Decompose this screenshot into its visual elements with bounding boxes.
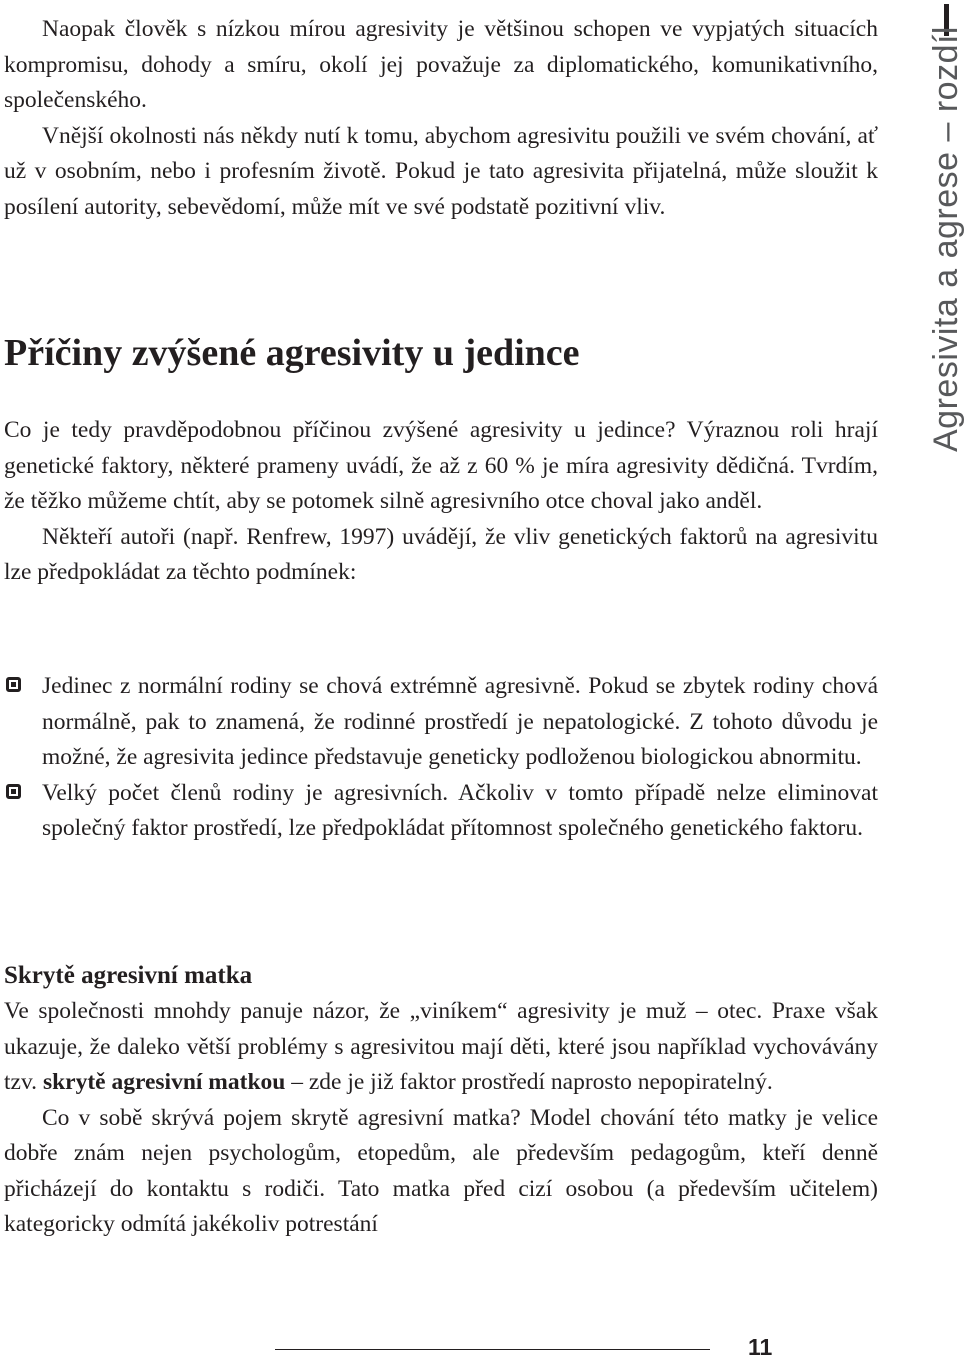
list-item	[4, 776, 878, 847]
emphasis-term: skrytě agresivní matkou	[42, 1069, 286, 1095]
section-heading-causes: Příčiny zvýšené agresivity u jedince	[4, 332, 580, 374]
section-mother-block	[4, 958, 878, 1243]
list-item	[4, 669, 878, 776]
footer-rule	[275, 1349, 710, 1350]
running-chapter-title: Agresivita a agrese – rozdíl	[927, 26, 965, 452]
causes-paragraph-1: Co je tedy pravděpodobnou příčinou zvýšené agresivity u jedince? Výraznou roli hrají genetické faktory, některé prameny uvádí, že až z 60 % je míra agresivity dědičná. Tvrdím, že těžko můžeme chtít, aby se potomek silně agresivního otce choval jako anděl.	[4, 417, 878, 514]
list-item-text: Jedinec z normální rodiny se chová extrémně agresivně. Pokud se zbytek rodiny chová normálně, pak to znamená, že rodinné prostředí je nepatologické. Z tohoto důvodu je možné, že agresivita jedince představuje geneticky podloženou biologickou abnormitu.	[42, 673, 878, 770]
section-causes-body	[4, 413, 878, 591]
chapter-side-tab	[903, 0, 965, 460]
intro-paragraph-2: Vnější okolnosti nás někdy nutí k tomu, abychom agresivitu použili ve svém chování, ať už v osobním, nebo i profesním životě. Pokud je tato agresivita přijatelná, může sloužit k posílení autority, sebevědomí, může mít ve své podstatě pozitivní vliv.	[4, 122, 878, 220]
list-item-text: Velký počet členů rodiny je agresivních. Ačkoliv v tomto případě nelze eliminovat společný faktor prostředí, lze předpokládat přítomnost společného genetického faktoru.	[42, 779, 878, 841]
causes-paragraph-2: Někteří autoři (např. Renfrew, 1997) uvádějí, že vliv genetických faktorů na agresivitu lze předpokládat za těchto podmínek:	[4, 523, 878, 585]
mother-paragraph-1-end: – zde je již faktor prostředí naprosto nepopiratelný.	[285, 1069, 773, 1095]
intro-paragraph-1: Naopak člověk s nízkou mírou agresivity je většinou schopen ve vypjatých situacích kompromisu, dohody a smíru, okolí jej považuje za diplomatického, komunikativního, společenského.	[4, 16, 878, 113]
intro-block	[4, 12, 878, 225]
mother-paragraph-1-start: Ve společnosti mnohdy panuje názor, že „viníkem“ agresivity je muž – otec. Praxe však ukazuje, že daleko větší problémy s agresivitou mají děti, které jsou například vychovávány tzv.	[4, 998, 878, 1095]
mother-paragraph-1	[4, 994, 878, 1101]
page-number: 11	[748, 1334, 773, 1360]
condition-list	[4, 669, 878, 847]
mother-paragraph-2: Co v sobě skrývá pojem skrytě agresivní matka? Model chování této matky je velice dobře znám nejen psychologům, etopedům, ale především pedagogům, kteří denně přicházejí do kontaktu s rodiči. Tato matka před cizí osobou (a především učitelem) kategoricky odmítá jakékoliv potrestání	[4, 1104, 878, 1237]
bullet-list-block	[4, 669, 878, 847]
section-heading-mother: Skrytě agresivní matka	[4, 962, 253, 989]
square-bullet-icon	[6, 677, 21, 692]
square-bullet-icon	[6, 784, 21, 799]
